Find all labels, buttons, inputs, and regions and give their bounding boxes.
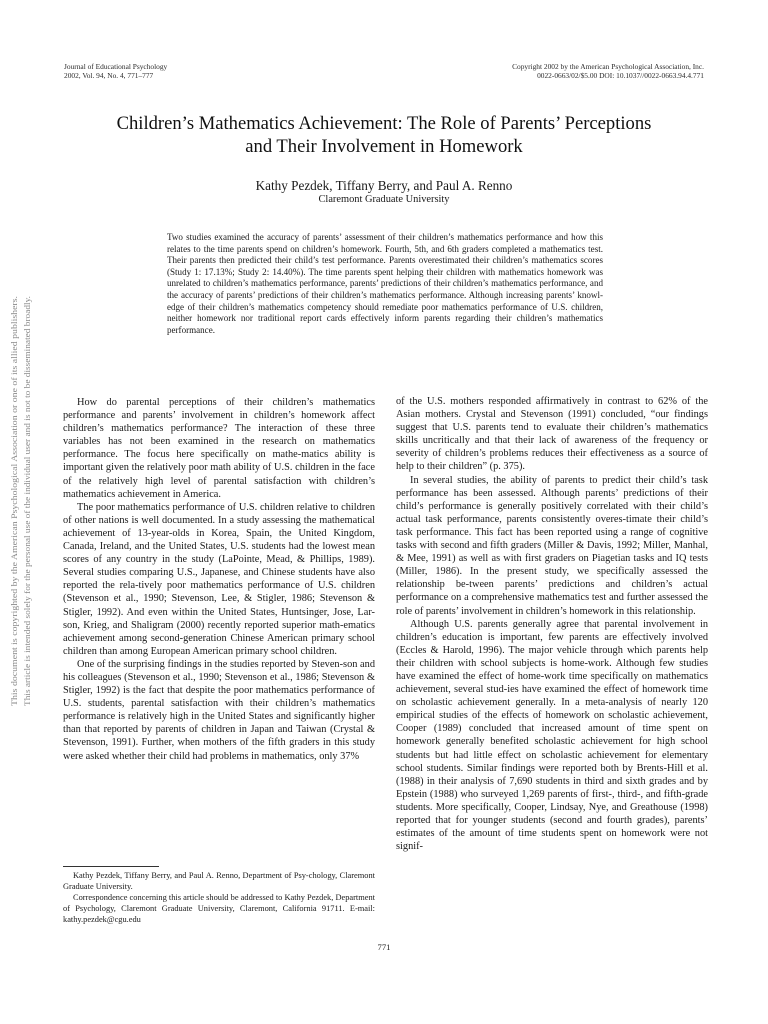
footnote-divider (63, 866, 159, 867)
copyright-sidebar (2, 286, 48, 706)
body-column-right (396, 395, 708, 853)
copyright-notice (512, 63, 704, 80)
body-paragraph: How do parental perceptions of their children’s mathematics performance and parents’ involvement in children’s homework affect children’s mathematics performance? The interaction of these three variables has not been examined in the research on mathematics performance. The focus here specifically on mathe-matics ability is important given the relatively poor math ability of U.S. children in the face of the relatively high level of parental satisfaction with children’s mathematics achievement in America. (63, 397, 375, 500)
author-note-correspondence: Correspondence concerning this article should be addressed to Kathy Pezdek, Department of Psychology, Claremont Graduate University, Claremont, California 91711. E-mail: kathy.pezdek@cgu.edu (63, 893, 375, 925)
journal-name: Journal of Educational Psychology (64, 62, 168, 71)
body-paragraph: One of the surprising findings in the studies reported by Steven-son and his colleagues (Stevenson et al., 1990; Stevenson et al., 1986; Stevenson & Stigler, 1992) is the fact that despite the poor mathematics performance of U.S. students, parental satisfaction with their children’s mathematics performance is relatively high in the United States and significantly higher than that reported by parents of children in Japan and Taiwan (Crystal & Stevenson, 1991). Further, when mothers of the fifth graders in this study were asked whether their child had problems in mathematics, only 37% (63, 658, 375, 762)
body-paragraph: The poor mathematics performance of U.S. children relative to children of other nations is well documented. In a study assessing the mathematical achievement of 13-year-olds in Korea, Spain, the United Kingdom, Canada, Ireland, and the United States, U.S. students had the lowest mean scores of any country in the study (LaPointe, Mead, & Phillips, 1989). Several studies comparing U.S., Japanese, and Chinese students have also reported the rela-tively poor mathematics performance of U.S. children (Stevenson et al., 1990; Stevenson, Lee, & Stigler, 1986; Stevenson & Stigler, 1992). And even within the United States, Huntsinger, Jose, Lar-son, Krieg, and Shaligram (2000) recently reported superior math-ematics achievement among second-generation Chinese American primary school children than among European American primary school children. (63, 501, 375, 657)
author-note (63, 870, 375, 925)
copyright-line: Copyright 2002 by the American Psychological Association, Inc. (512, 62, 704, 71)
title-line-2: and Their Involvement in Homework (245, 136, 523, 157)
author-note-affiliations: Kathy Pezdek, Tiffany Berry, and Paul A. Renno, Department of Psy-chology, Claremont Graduate University. (63, 871, 375, 892)
sidebar-notice-line-1: This document is copyrighted by the American Psychological Association or one of its allied publishers. (10, 360, 19, 706)
journal-volume: 2002, Vol. 94, No. 4, 771–777 (64, 70, 154, 80)
body-column-left (63, 396, 375, 763)
abstract: Two studies examined the accuracy of parents’ assessment of their children’s mathematics performance and how this relates to the time parents spend on children’s homework. Fourth, 5th, and 6th graders completed a mathematics test. Their parents then predicted their child’s test performance. Parents overestimated their children’s mathematics scores (Study 1: 17.13%; Study 2: 14.40%). The time parents spent helping their children with mathematics homework was unrelated to children’s mathematics performance, parents’ predictions of their children’s mathematics performance, and the accuracy of parents’ predictions of their children’s mathematics performance. Although increasing parents’ knowl-edge of their children’s mathematics competency should remediate poor mathematics performance of U.S. children, neither homework nor traditional report cards effectively inform parents regarding their children’s mathematics performance. (167, 232, 603, 335)
author-list: Kathy Pezdek, Tiffany Berry, and Paul A. Renno (255, 178, 513, 193)
body-paragraph: Although U.S. parents generally agree that parental involvement in children’s education is important, few parents are effectively involved (Eccles & Harold, 1996). The major vehicle through which parents help their children with school subjects is home-work. Although few studies have examined the effect of home-work time specifically on mathematics achievement, several stud-ies have examined the effect of homework time on scholastic achievement generally. In a meta-analysis of nearly 120 empirical studies of the effects of homework on scholastic achievement, Cooper (1989) concluded that increased amount of time spent on homework generally benefited scholastic achievement for high school students but had little effect on scholastic achievement for elementary school students. Similar findings were reported both by Brents-Hill et al. (1988) in their analysis of 7,690 students in third and sixth grades and by Epstein (1988) who surveyed 1,269 parents of first-, third-, and fifth-grade students. More specifically, Cooper, Lindsay, Nye, and Greathouse (1998) reported that for younger students (second and fourth grades), parents’ estimates of the amount of time students spent on homework were not signif- (396, 618, 708, 853)
author-affiliation: Claremont Graduate University (318, 194, 450, 205)
body-paragraph: of the U.S. mothers responded affirmatively in contrast to 62% of the Asian mothers. Crystal and Stevenson (1991) concluded, “our findings suggest that U.S. parents tend to evaluate their children’s mathematics skills uncritically and that their lack of awareness of the frequency or severity of children’s problems reduces their effectiveness as a source of help to their children” (p. 375). (396, 396, 708, 473)
article-title (40, 112, 728, 158)
journal-citation (64, 63, 167, 80)
title-line-1: Children’s Mathematics Achievement: The Role of Parents’ Perceptions (116, 113, 652, 134)
body-paragraph: In several studies, the ability of parents to predict their child’s task performance has been assessed. Although parents’ predictions of their child’s performance is generally positively correlated with their child’s actual task performance, parents consistently overes-timate their child’s task performance. This fact has been reported using a range of cognitive tasks with second and fifth graders (Miller & Davis, 1992; Miller, Manhal, & Mee, 1991) as well as with first graders on Piagetian tasks and IQ tests (Miller, 1986). In the present study, we specifically assessed the relationship be-tween parents’ predictions and children’s actual performance on a comprehensive mathematics test and further assessed the role of parents’ involvement in children’s homework in this relationship. (396, 474, 708, 617)
doi-line: 0022-0663/02/$5.00 DOI: 10.1037//0022-0663.94.4.771 (537, 70, 704, 80)
page-number: 771 (377, 942, 391, 952)
sidebar-notice-line-2: This article is intended solely for the personal use of the individual user and is not to be disseminated broadly. (23, 341, 32, 706)
